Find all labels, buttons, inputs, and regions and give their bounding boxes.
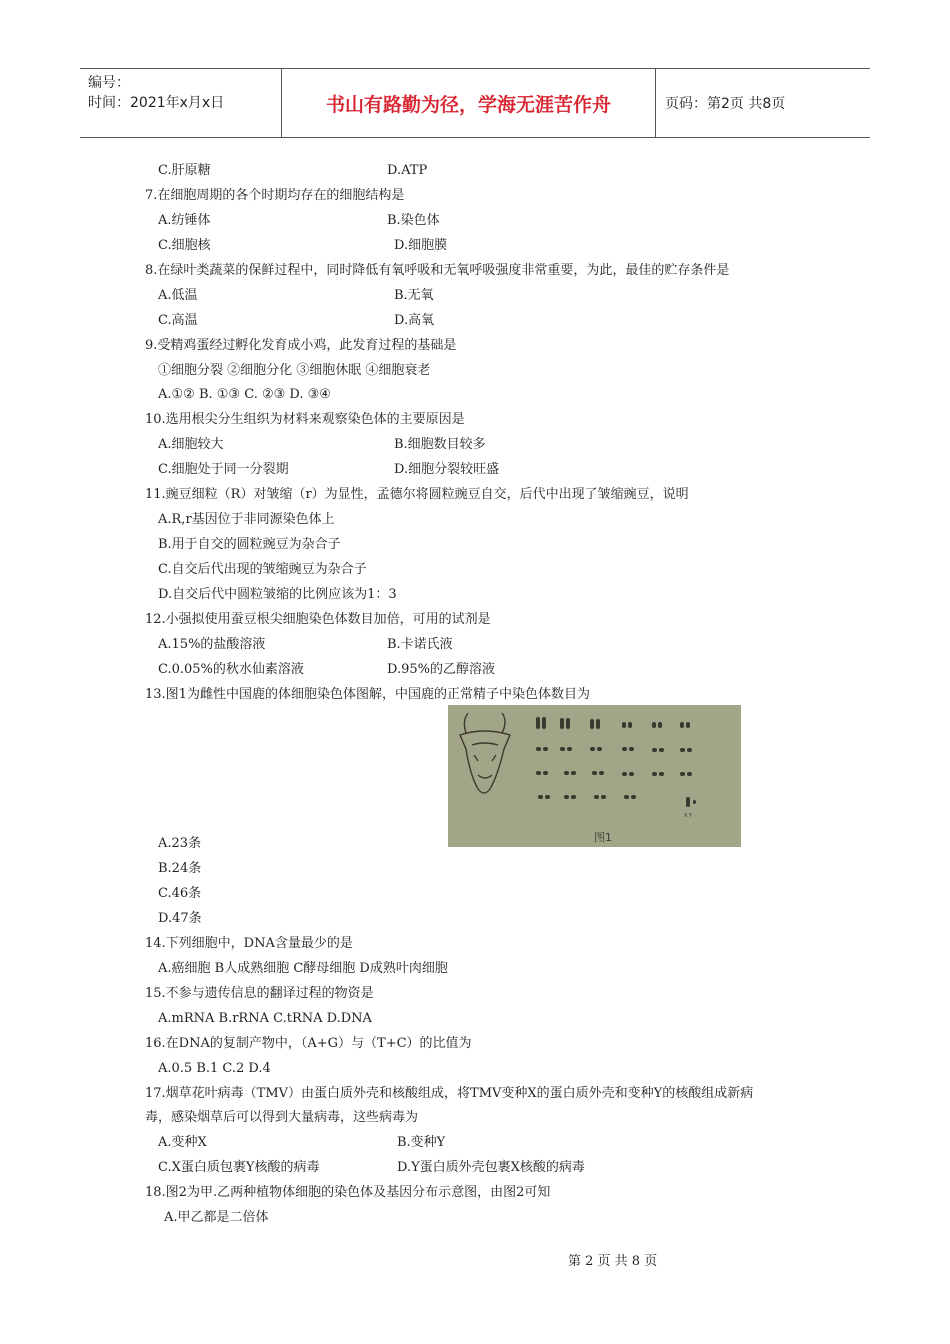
question-stem: 17.烟草花叶病毒（TMV）由蛋白质外壳和核酸组成，将TMV变种X的蛋白质外壳和变种Y的核酸组成新病 [145, 1086, 754, 1101]
option-text: B.卡诺氏液 [387, 637, 453, 652]
option-text: A.低温 [158, 288, 198, 303]
question-stem: 15.不参与遗传信息的翻译过程的物资是 [145, 986, 374, 1001]
time-label: 时间：2021年x月x日 [88, 95, 225, 111]
option-text: B.无氧 [394, 288, 434, 303]
chromosome-row [536, 747, 692, 752]
karyotype-drawing [448, 705, 741, 847]
option-text: B.染色体 [387, 213, 440, 228]
header-motto: 书山有路勤为径，学海无涯苦作舟 [282, 69, 656, 137]
question-stem: 18.图2为甲.乙两种植物体细胞的染色体及基因分布示意图，由图2可知 [145, 1185, 551, 1200]
deer-head-sketch [460, 713, 510, 793]
option-text: D.ATP [387, 163, 428, 178]
option-text: D.细胞膜 [394, 238, 448, 253]
karyotype-figure [448, 705, 741, 847]
header-meta [80, 69, 282, 137]
option-text: C.肝原糖 [158, 163, 211, 178]
option-text: A.23条 [158, 836, 202, 851]
page-footer: 第 2 页 共 8 页 [568, 1254, 658, 1269]
option-text: ①细胞分裂 ②细胞分化 ③细胞休眠 ④细胞衰老 [158, 363, 431, 378]
option-text: A.变种X [158, 1135, 207, 1150]
option-text: D.自交后代中圆粒皱缩的比例应该为1：3 [158, 587, 397, 602]
question-stem: 13.图1为雌性中国鹿的体细胞染色体图解，中国鹿的正常精子中染色体数目为 [145, 687, 590, 702]
option-text: A.甲乙都是二倍体 [164, 1210, 269, 1225]
chromosome-row [538, 795, 696, 807]
option-text: D.Y蛋白质外壳包裹X核酸的病毒 [397, 1160, 585, 1175]
sex-chromosome-label: X Y [684, 813, 693, 819]
option-text: A.R,r基因位于非同源染色体上 [158, 512, 335, 527]
header-page-number: 页码：第2页 共8页 [665, 96, 786, 112]
question-stem: 11.豌豆细粒（R）对皱缩（r）为显性，孟德尔将圆粒豌豆自交，后代中出现了皱缩豌豆，说明 [145, 487, 689, 502]
question-stem: 10.选用根尖分生组织为材料来观察染色体的主要原因是 [145, 412, 465, 427]
option-text: C.细胞处于同一分裂期 [158, 462, 289, 477]
page-header [80, 68, 870, 138]
option-text: A.mRNA B.rRNA C.tRNA D.DNA [158, 1011, 372, 1026]
option-text: D.95%的乙醇溶液 [387, 662, 495, 677]
option-text: C.细胞核 [158, 238, 211, 253]
figure-caption: 图1 [594, 831, 612, 844]
chromosome-row [536, 717, 690, 729]
option-text: A.纺锤体 [158, 213, 211, 228]
option-text: C.自交后代出现的皱缩豌豆为杂合子 [158, 562, 367, 577]
option-text: C.高温 [158, 313, 198, 328]
option-text: C.46条 [158, 886, 202, 901]
option-text: A.0.5 B.1 C.2 D.4 [158, 1061, 271, 1076]
number-label: 编号： [88, 75, 130, 91]
option-text: B.变种Y [397, 1135, 446, 1150]
question-stem: 7.在细胞周期的各个时期均存在的细胞结构是 [145, 188, 405, 203]
option-text: B.24条 [158, 861, 202, 876]
option-text: A.15%的盐酸溶液 [158, 637, 266, 652]
option-text: C.0.05%的秋水仙素溶液 [158, 662, 304, 677]
question-stem: 8.在绿叶类蔬菜的保鲜过程中，同时降低有氧呼吸和无氧呼吸强度非常重要，为此，最佳的贮存条件是 [145, 263, 730, 278]
option-text: A.细胞较大 [158, 437, 224, 452]
option-text: A.癌细胞 B人成熟细胞 C酵母细胞 D成熟叶肉细胞 [158, 961, 448, 976]
option-text: C.X蛋白质包裹Y核酸的病毒 [158, 1160, 320, 1175]
option-text: A.①② B. ①③ C. ②③ D. ③④ [158, 387, 331, 402]
question-stem: 毒，感染烟草后可以得到大量病毒，这些病毒为 [145, 1110, 419, 1125]
option-text: D.47条 [158, 911, 202, 926]
question-stem: 14.下列细胞中，DNA含量最少的是 [145, 936, 353, 951]
question-stem: 16.在DNA的复制产物中，（A+G）与（T+C）的比值为 [145, 1036, 472, 1051]
question-stem: 12.小强拟使用蚕豆根尖细胞染色体数目加倍，可用的试剂是 [145, 612, 491, 627]
option-text: D.细胞分裂较旺盛 [394, 462, 500, 477]
option-text: B.用于自交的圆粒豌豆为杂合子 [158, 537, 341, 552]
option-text: D.高氧 [394, 313, 435, 328]
question-stem: 9.受精鸡蛋经过孵化发育成小鸡，此发育过程的基础是 [145, 338, 457, 353]
chromosome-row [536, 771, 692, 776]
option-text: B.细胞数目较多 [394, 437, 486, 452]
